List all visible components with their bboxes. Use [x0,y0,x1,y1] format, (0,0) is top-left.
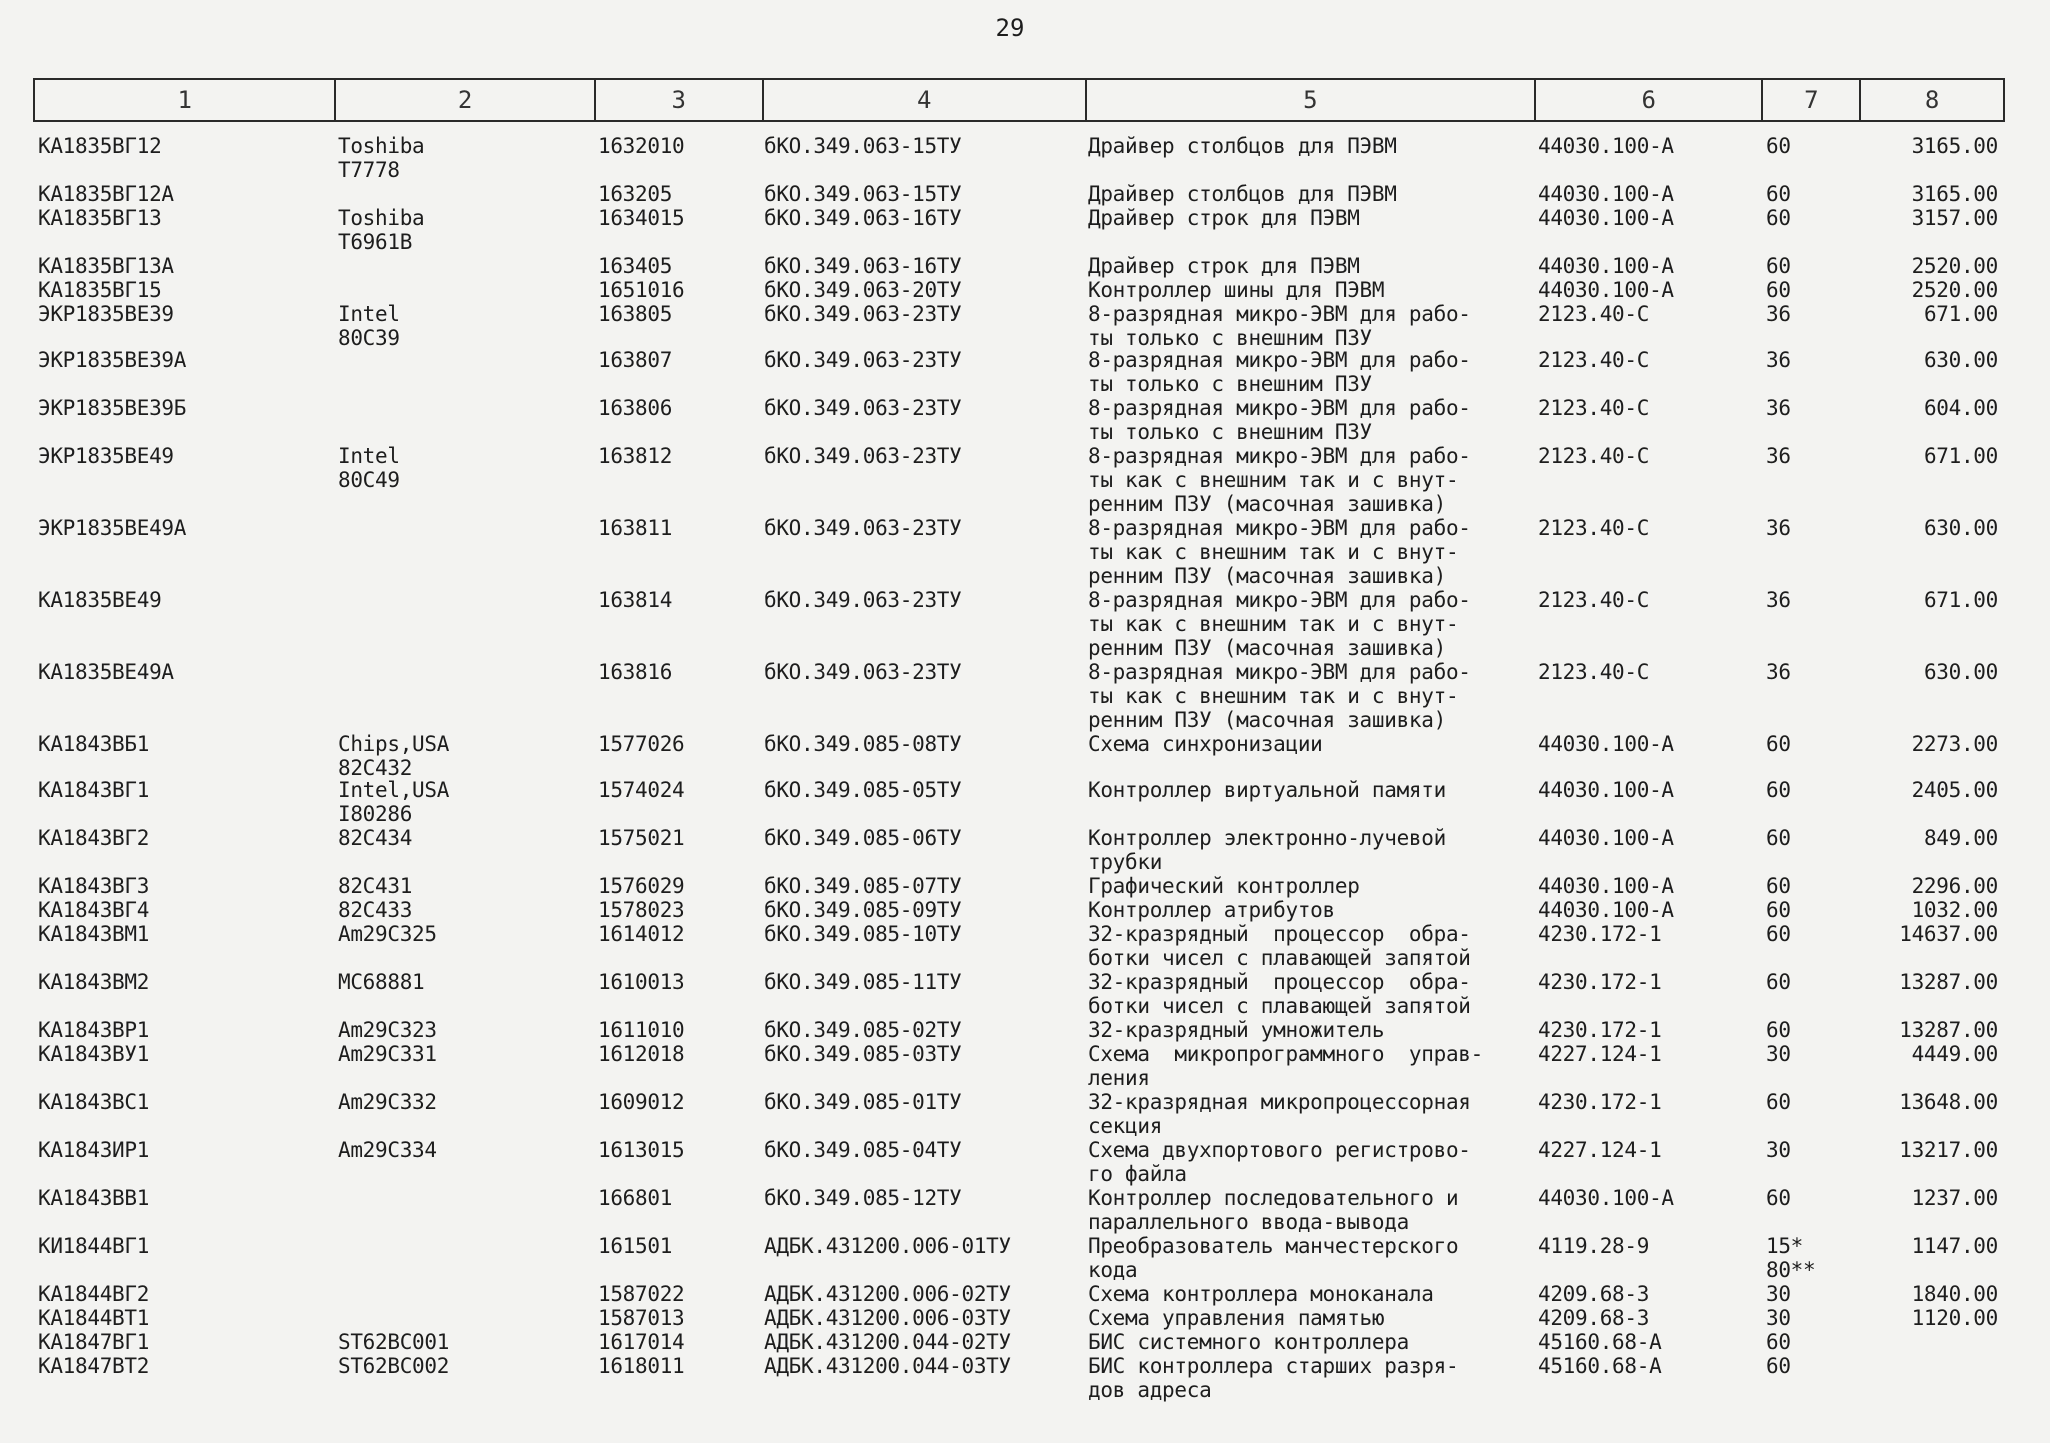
cell-package: 4209.68-3 [1538,1282,1650,1306]
cell-description: 32-кразрядный процессор обра- ботки чисел с плавающей запятой [1088,970,1471,1018]
cell-analog: Intel 80C49 [338,444,400,492]
cell-price: 13217.00 [1899,1138,1998,1162]
cell-type: КА1835ВГ12 [38,134,162,158]
cell-type: КА1844ВГ2 [38,1282,150,1306]
cell-type: ЭКР1835ВЕ39А [38,348,187,372]
cell-type: ЭКР1835ВЕ39 [38,302,174,326]
cell-code: 1609012 [598,1090,685,1114]
cell-price: 671.00 [1923,444,1998,468]
cell-type: КА1847ВТ2 [38,1354,150,1378]
cell-code: 1610013 [598,970,685,994]
cell-package: 44030.100-А [1538,278,1674,302]
cell-price: 2296.00 [1911,874,1998,898]
cell-analog: Am29C325 [338,922,437,946]
cell-description: 8-разрядная микро-ЭВМ для рабо- ты как с внешним так и с внут- ренним ПЗУ (масочная зашивка) [1088,660,1471,732]
cell-code: 1575021 [598,826,685,850]
cell-quantity: 36 [1766,302,1791,326]
cell-quantity: 60 [1766,1090,1791,1114]
cell-type: КА1835ВЕ49А [38,660,174,684]
cell-price: 630.00 [1923,516,1998,540]
cell-description: БИС системного контроллера [1088,1330,1409,1354]
cell-price: 671.00 [1923,302,1998,326]
cell-code: 163814 [598,588,673,612]
cell-description: Схема микропрограммного управ- ления [1088,1042,1483,1090]
cell-description: 32-кразрядная микропроцессорная секция [1088,1090,1471,1138]
cell-spec: бКО.349.063-23ТУ [764,660,962,684]
cell-analog: Intel,USA I80286 [338,778,450,826]
cell-code: 1634015 [598,206,685,230]
cell-code: 163812 [598,444,673,468]
cell-spec: бКО.349.085-11ТУ [764,970,962,994]
cell-type: КА1835ВГ13А [38,254,174,278]
cell-analog: MC68881 [338,970,425,994]
cell-spec: бКО.349.063-23ТУ [764,302,962,326]
cell-type: КА1843ВГ3 [38,874,150,898]
cell-price: 14637.00 [1899,922,1998,946]
cell-package: 4227.124-1 [1538,1138,1662,1162]
cell-description: Схема управления памятью [1088,1306,1385,1330]
cell-type: КА1843ВС1 [38,1090,150,1114]
cell-code: 1574024 [598,778,685,802]
cell-quantity: 36 [1766,588,1791,612]
cell-price: 1840.00 [1911,1282,1998,1306]
cell-code: 163807 [598,348,673,372]
cell-analog: Toshiba T6961B [338,206,425,254]
cell-spec: бКО.349.085-07ТУ [764,874,962,898]
cell-analog: Am29C332 [338,1090,437,1114]
cell-code: 1632010 [598,134,685,158]
cell-type: КА1843ВБ1 [38,732,150,756]
cell-description: Схема синхронизации [1088,732,1323,756]
cell-quantity: 60 [1766,1186,1791,1210]
cell-description: Контроллер виртуальной памяти [1088,778,1446,802]
cell-spec: бКО.349.085-04ТУ [764,1138,962,1162]
cell-price: 3157.00 [1911,206,1998,230]
column-header-4: 4 [764,80,1087,120]
cell-package: 44030.100-А [1538,182,1674,206]
cell-quantity: 60 [1766,826,1791,850]
cell-description: 8-разрядная микро-ЭВМ для рабо- ты как с внешним так и с внут- ренним ПЗУ (масочная зашивка) [1088,444,1471,516]
cell-code: 166801 [598,1186,673,1210]
cell-price: 849.00 [1923,826,1998,850]
cell-package: 44030.100-А [1538,826,1674,850]
cell-spec: бКО.349.063-23ТУ [764,588,962,612]
cell-package: 2123.40-С [1538,516,1650,540]
column-header-6: 6 [1536,80,1764,120]
cell-package: 44030.100-А [1538,898,1674,922]
cell-type: КА1843ИР1 [38,1138,150,1162]
cell-quantity: 60 [1766,874,1791,898]
cell-quantity: 60 [1766,778,1791,802]
cell-spec: АДБК.431200.044-03ТУ [764,1354,1011,1378]
cell-package: 44030.100-А [1538,732,1674,756]
cell-quantity: 60 [1766,182,1791,206]
cell-type: КА1843ВГ1 [38,778,150,802]
cell-package: 4230.172-1 [1538,922,1662,946]
cell-analog: ST62BC001 [338,1330,450,1354]
cell-quantity: 60 [1766,898,1791,922]
cell-quantity: 36 [1766,444,1791,468]
cell-code: 1576029 [598,874,685,898]
cell-quantity: 60 [1766,134,1791,158]
cell-price: 13287.00 [1899,970,1998,994]
cell-description: Схема контроллера моноканала [1088,1282,1434,1306]
cell-description: 8-разрядная микро-ЭВМ для рабо- ты как с внешним так и с внут- ренним ПЗУ (масочная зашивка) [1088,516,1471,588]
cell-spec: АДБК.431200.006-03ТУ [764,1306,1011,1330]
cell-quantity: 60 [1766,206,1791,230]
cell-type: КА1844ВТ1 [38,1306,150,1330]
cell-code: 1612018 [598,1042,685,1066]
cell-spec: бКО.349.063-15ТУ [764,134,962,158]
cell-price: 13648.00 [1899,1090,1998,1114]
cell-price: 3165.00 [1911,182,1998,206]
cell-type: ЭКР1835ВЕ49А [38,516,187,540]
cell-analog: 82C434 [338,826,413,850]
page-number: 29 [995,14,1025,42]
cell-quantity: 36 [1766,396,1791,420]
cell-description: Драйвер строк для ПЭВМ [1088,254,1360,278]
cell-code: 163816 [598,660,673,684]
cell-description: Драйвер строк для ПЭВМ [1088,206,1360,230]
cell-analog: Intel 80C39 [338,302,400,350]
cell-description: Графический контроллер [1088,874,1360,898]
cell-quantity: 36 [1766,660,1791,684]
cell-price: 2520.00 [1911,278,1998,302]
cell-package: 45160.68-А [1538,1354,1662,1378]
cell-quantity: 60 [1766,254,1791,278]
cell-package: 44030.100-А [1538,874,1674,898]
cell-code: 161501 [598,1234,673,1258]
cell-type: ЭКР1835ВЕ49 [38,444,174,468]
cell-code: 1613015 [598,1138,685,1162]
cell-spec: бКО.349.063-20ТУ [764,278,962,302]
cell-code: 1587022 [598,1282,685,1306]
cell-quantity: 30 [1766,1306,1791,1330]
cell-package: 44030.100-А [1538,1186,1674,1210]
cell-price: 1147.00 [1911,1234,1998,1258]
cell-package: 44030.100-А [1538,778,1674,802]
column-header-1: 1 [35,80,336,120]
cell-price: 2273.00 [1911,732,1998,756]
cell-type: КА1835ВГ15 [38,278,162,302]
cell-analog: Toshiba T7778 [338,134,425,182]
cell-spec: бКО.349.063-15ТУ [764,182,962,206]
cell-package: 4227.124-1 [1538,1042,1662,1066]
cell-package: 2123.40-С [1538,444,1650,468]
column-header-5: 5 [1087,80,1536,120]
cell-type: КА1835ВГ13 [38,206,162,230]
cell-code: 1587013 [598,1306,685,1330]
cell-spec: бКО.349.085-09ТУ [764,898,962,922]
column-header-3: 3 [596,80,764,120]
cell-analog: Am29C323 [338,1018,437,1042]
cell-quantity: 36 [1766,348,1791,372]
cell-type: КА1843ВВ1 [38,1186,150,1210]
cell-spec: АДБК.431200.006-02ТУ [764,1282,1011,1306]
cell-spec: бКО.349.063-16ТУ [764,254,962,278]
cell-quantity: 60 [1766,1018,1791,1042]
cell-type: КИ1844ВГ1 [38,1234,150,1258]
cell-quantity: 60 [1766,922,1791,946]
cell-code: 163811 [598,516,673,540]
cell-package: 2123.40-С [1538,660,1650,684]
cell-description: Драйвер столбцов для ПЭВМ [1088,182,1397,206]
cell-code: 1577026 [598,732,685,756]
cell-price: 2405.00 [1911,778,1998,802]
cell-spec: бКО.349.063-23ТУ [764,516,962,540]
column-header-2: 2 [336,80,595,120]
cell-type: ЭКР1835ВЕ39Б [38,396,187,420]
cell-package: 4209.68-3 [1538,1306,1650,1330]
cell-analog: Am29C334 [338,1138,437,1162]
cell-type: КА1843ВР1 [38,1018,150,1042]
cell-description: Контроллер электронно-лучевой трубки [1088,826,1446,874]
cell-package: 2123.40-С [1538,588,1650,612]
cell-analog: Am29C331 [338,1042,437,1066]
cell-description: 8-разрядная микро-ЭВМ для рабо- ты только с внешним ПЗУ [1088,348,1471,396]
cell-quantity: 30 [1766,1138,1791,1162]
cell-price: 1237.00 [1911,1186,1998,1210]
cell-type: КА1835ВГ12А [38,182,174,206]
cell-spec: бКО.349.085-02ТУ [764,1018,962,1042]
cell-price: 13287.00 [1899,1018,1998,1042]
cell-type: КА1843ВМ2 [38,970,150,994]
cell-analog: 82C431 [338,874,413,898]
cell-type: КА1843ВУ1 [38,1042,150,1066]
cell-description: 8-разрядная микро-ЭВМ для рабо- ты только с внешним ПЗУ [1088,302,1471,350]
cell-spec: бКО.349.063-16ТУ [764,206,962,230]
cell-price: 604.00 [1923,396,1998,420]
cell-quantity: 60 [1766,732,1791,756]
cell-package: 2123.40-С [1538,348,1650,372]
cell-price: 3165.00 [1911,134,1998,158]
cell-price: 1032.00 [1911,898,1998,922]
cell-code: 1651016 [598,278,685,302]
cell-description: Контроллер шины для ПЭВМ [1088,278,1385,302]
cell-spec: бКО.349.085-10ТУ [764,922,962,946]
cell-type: КА1843ВГ2 [38,826,150,850]
cell-code: 163205 [598,182,673,206]
cell-spec: бКО.349.063-23ТУ [764,396,962,420]
cell-analog: Chips,USA 82C432 [338,732,450,780]
cell-type: КА1835ВЕ49 [38,588,162,612]
cell-package: 4230.172-1 [1538,1090,1662,1114]
cell-spec: бКО.349.085-12ТУ [764,1186,962,1210]
cell-description: Контроллер последовательного и параллельного ввода-вывода [1088,1186,1459,1234]
cell-code: 1614012 [598,922,685,946]
column-header-8: 8 [1924,86,1940,114]
cell-price: 630.00 [1923,660,1998,684]
cell-spec: бКО.349.085-06ТУ [764,826,962,850]
cell-quantity: 60 [1766,1330,1791,1354]
cell-quantity: 60 [1766,1354,1791,1378]
cell-package: 4119.28-9 [1538,1234,1650,1258]
cell-spec: бКО.349.063-23ТУ [764,444,962,468]
column-header-7: 7 [1763,80,1861,120]
cell-spec: бКО.349.085-03ТУ [764,1042,962,1066]
cell-spec: АДБК.431200.006-01ТУ [764,1234,1011,1258]
cell-description: Преобразователь манчестерского кода [1088,1234,1459,1282]
cell-description: 8-разрядная микро-ЭВМ для рабо- ты как с внешним так и с внут- ренним ПЗУ (масочная зашивка) [1088,588,1471,660]
cell-code: 163806 [598,396,673,420]
cell-description: Контроллер атрибутов [1088,898,1335,922]
cell-code: 1618011 [598,1354,685,1378]
cell-spec: АДБК.431200.044-02ТУ [764,1330,1011,1354]
cell-description: Схема двухпортового регистрово- го файла [1088,1138,1471,1186]
cell-package: 2123.40-С [1538,302,1650,326]
cell-code: 1611010 [598,1018,685,1042]
cell-analog: ST62BC002 [338,1354,450,1378]
cell-package: 4230.172-1 [1538,1018,1662,1042]
cell-quantity: 60 [1766,278,1791,302]
cell-quantity: 36 [1766,516,1791,540]
cell-spec: бКО.349.063-23ТУ [764,348,962,372]
cell-spec: бКО.349.085-08ТУ [764,732,962,756]
cell-price: 630.00 [1923,348,1998,372]
cell-package: 44030.100-А [1538,206,1674,230]
cell-quantity: 60 [1766,970,1791,994]
cell-package: 4230.172-1 [1538,970,1662,994]
cell-spec: бКО.349.085-05ТУ [764,778,962,802]
cell-description: Драйвер столбцов для ПЭВМ [1088,134,1397,158]
cell-type: КА1843ВМ1 [38,922,150,946]
cell-description: 32-кразрядный умножитель [1088,1018,1385,1042]
cell-spec: бКО.349.085-01ТУ [764,1090,962,1114]
cell-code: 1578023 [598,898,685,922]
cell-package: 44030.100-А [1538,134,1674,158]
cell-description: 32-кразрядный процессор обра- ботки чисел с плавающей запятой [1088,922,1471,970]
cell-package: 2123.40-С [1538,396,1650,420]
cell-code: 163805 [598,302,673,326]
cell-price: 2520.00 [1911,254,1998,278]
cell-code: 163405 [598,254,673,278]
cell-description: БИС контроллера старших разря- дов адреса [1088,1354,1459,1402]
cell-quantity: 30 [1766,1282,1791,1306]
cell-price: 4449.00 [1911,1042,1998,1066]
cell-price: 1120.00 [1911,1306,1998,1330]
cell-price: 671.00 [1923,588,1998,612]
cell-package: 44030.100-А [1538,254,1674,278]
cell-type: КА1847ВГ1 [38,1330,150,1354]
cell-analog: 82C433 [338,898,413,922]
cell-package: 45160.68-А [1538,1330,1662,1354]
cell-type: КА1843ВГ4 [38,898,150,922]
cell-quantity: 15* 80** [1766,1234,1816,1282]
cell-code: 1617014 [598,1330,685,1354]
cell-quantity: 30 [1766,1042,1791,1066]
cell-description: 8-разрядная микро-ЭВМ для рабо- ты только с внешним ПЗУ [1088,396,1471,444]
